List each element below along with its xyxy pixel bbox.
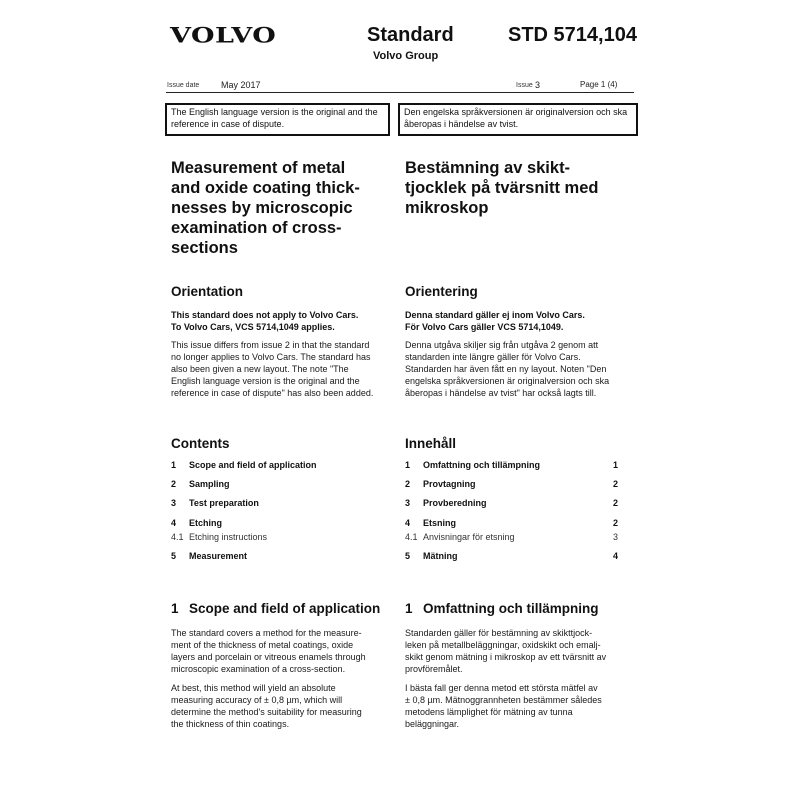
toc-number: 2 (405, 479, 411, 489)
title-line: Bestämning av skikt- (405, 159, 571, 177)
section-title: Omfattning och tillämpning (423, 601, 599, 616)
toc-label: Provberedning (423, 498, 487, 508)
toc-number: 5 (405, 551, 411, 561)
text-line: layers and porcelain or vitreous enamels through (171, 652, 366, 662)
text-line: engelska språkversionen är originalversion och ska (405, 376, 610, 386)
title-line: and oxide coating thick- (171, 179, 360, 197)
text-line: Denna utgåva skiljer sig från utgåva 2 genom att (405, 340, 599, 350)
header-divider (166, 92, 634, 93)
toc-page: 3 (613, 532, 619, 542)
toc-label: Measurement (189, 551, 248, 561)
text-line: the thickness of thin coatings. (171, 719, 290, 729)
title-line: sections (171, 239, 238, 257)
toc-number: 5 (171, 551, 177, 561)
text-line: beläggningar. (405, 719, 460, 729)
document-number: STD 5714,104 (508, 24, 637, 46)
contents-heading-sv: Innehåll (405, 436, 457, 451)
title-line: mikroskop (405, 199, 489, 217)
toc-number: 3 (171, 498, 177, 508)
document-title-en (171, 158, 360, 258)
toc-label: Anvisningar för etsning (423, 532, 515, 542)
text-line: För Volvo Cars gäller VCS 5714,1049. (405, 322, 564, 332)
text-line: Standarden gäller för bestämning av skikttjock- (405, 628, 593, 638)
toc-number: 2 (171, 479, 177, 489)
text-line: provföremålet. (405, 664, 463, 674)
orientation-note-en (171, 309, 358, 333)
toc-page: 2 (613, 498, 619, 508)
document-title-sv (405, 158, 598, 218)
title-line: Measurement of metal (171, 159, 346, 177)
section-number: 1 (171, 601, 179, 616)
text-line: This standard does not apply to Volvo Cars. (171, 310, 359, 320)
text-line: skikt genom mätning i mikroskop av ett tvärsnitt av (405, 652, 607, 662)
text-line: Denna standard gäller ej inom Volvo Cars. (405, 310, 585, 320)
text-line: The standard covers a method for the measure- (171, 628, 362, 638)
text-line: reference in case of dispute" has also been added. (171, 388, 374, 398)
toc-label: Etsning (423, 518, 456, 528)
toc-label: Etching instructions (189, 532, 268, 542)
section-title: Scope and field of application (189, 601, 381, 616)
toc-label: Mätning (423, 551, 458, 561)
toc-label: Scope and field of application (189, 460, 317, 470)
volvo-logo: VOLVO (170, 24, 277, 49)
title-line: examination of cross- (171, 219, 342, 237)
text-line: I bästa fall ger denna metod ett största mätfel av (405, 683, 598, 693)
toc-label: Etching (189, 518, 222, 528)
text-line: leken på metallbeläggningar, oxidskikt och emalj- (405, 640, 601, 650)
page-indicator: Page 1 (4) (580, 80, 618, 89)
orientation-body-sv (405, 339, 609, 399)
orientation-body-en (171, 339, 373, 399)
toc-page: 1 (613, 460, 619, 470)
standard-title: Standard (367, 24, 454, 46)
toc-label: Omfattning och tillämpning (423, 460, 540, 470)
text-line: English language version is the original and the (171, 376, 360, 386)
orientation-heading-en: Orientation (171, 284, 244, 299)
toc-number: 1 (405, 460, 411, 470)
text-line: no longer applies to Volvo Cars. The standard has (171, 352, 371, 362)
orientation-note-sv (405, 309, 585, 333)
text-line: Standarden har även fått en ny layout. Noten "Den (405, 364, 607, 374)
toc-page: 2 (613, 479, 619, 489)
title-line: tjocklek på tvärsnitt med (405, 179, 599, 197)
text-line: measuring accuracy of ± 0,8 µm, which will (171, 695, 343, 705)
text-line: also been given a new layout. The note "The (171, 364, 349, 374)
text-line: To Volvo Cars, VCS 5714,1049 applies. (171, 322, 335, 332)
section-1-p2-sv (405, 682, 602, 730)
toc-number: 4.1 (171, 532, 184, 542)
toc-label: Provtagning (423, 479, 476, 489)
section-1-heading-sv (405, 601, 599, 616)
text-line: determine the method's suitability for measuring (171, 707, 362, 717)
text-line: This issue differs from issue 2 in that the standard (171, 340, 370, 350)
issue-label: Issue (516, 82, 533, 89)
section-number: 1 (405, 601, 413, 616)
language-notice-en: The English language version is the original and the reference in case of dispute. (165, 103, 390, 136)
issue-date-label: Issue date (167, 82, 200, 89)
section-1-p1-sv (405, 627, 606, 675)
text-line: standarden inte längre gäller för Volvo Cars. (405, 352, 581, 362)
toc-page: 2 (613, 518, 619, 528)
section-1-p1-en (171, 627, 366, 675)
text-line: metodens lämplighet för mätning av tunna (405, 707, 573, 717)
language-notice-sv: Den engelska språkversionen är originalversion och ska åberopas i händelse av tvist. (398, 103, 638, 136)
text-line: At best, this method will yield an absolute (171, 683, 336, 693)
text-line: ment of the thickness of metal coatings, oxide (171, 640, 354, 650)
contents-heading-en: Contents (171, 436, 230, 451)
title-line: nesses by microscopic (171, 199, 353, 217)
toc-number: 4 (405, 518, 411, 528)
toc-label: Test preparation (189, 498, 259, 508)
toc-number: 4.1 (405, 532, 418, 542)
standard-subtitle: Volvo Group (373, 50, 439, 62)
issue-value: 3 (535, 80, 541, 90)
text-line: microscopic examination of a cross-section. (171, 664, 346, 674)
section-1-p2-en (171, 682, 362, 730)
toc-number: 3 (405, 498, 411, 508)
toc-number: 4 (171, 518, 177, 528)
section-1-heading-en (171, 601, 380, 616)
toc-page: 4 (613, 551, 619, 561)
toc-number: 1 (171, 460, 177, 470)
text-line: ± 0,8 µm. Mätnoggrannheten bestämmer således (405, 695, 602, 705)
issue-date: May 2017 (221, 80, 261, 90)
orientation-heading-sv: Orientering (405, 284, 478, 299)
text-line: åberopas i händelse av tvist" har också lagts till. (405, 388, 597, 398)
toc-label: Sampling (189, 479, 230, 489)
